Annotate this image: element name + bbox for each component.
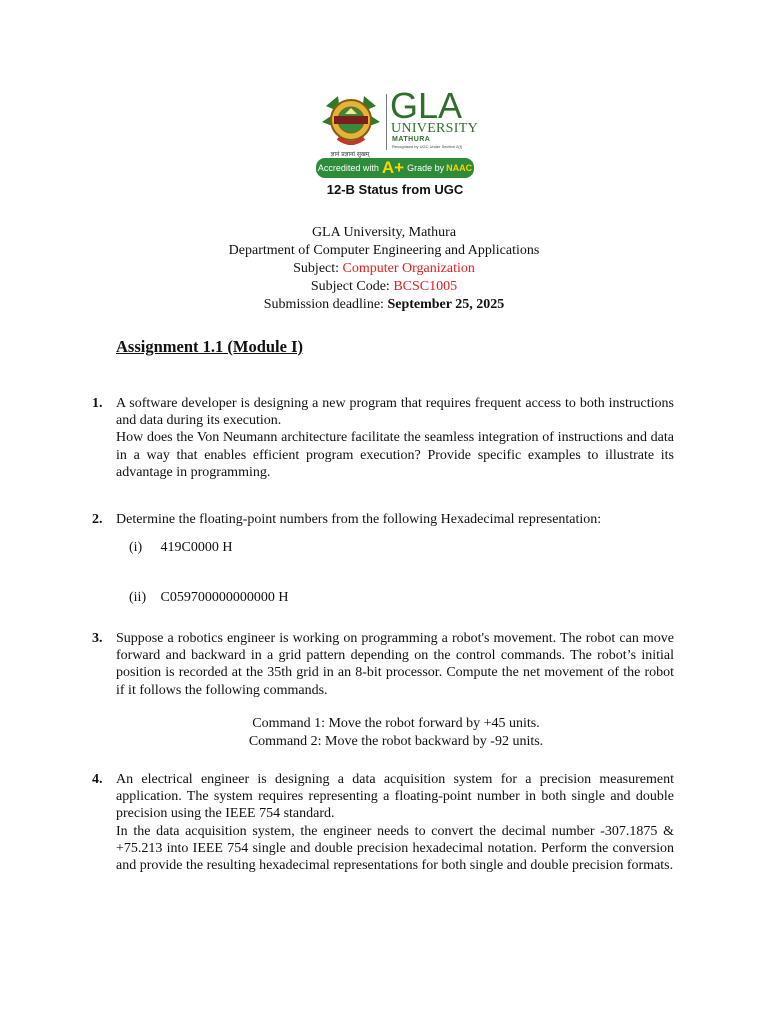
university-motto: ज्ञानं प्रज्ञानां सुखम् bbox=[330, 151, 370, 158]
deadline-value: September 25, 2025 bbox=[387, 297, 505, 312]
item-value: 419C0000 H bbox=[160, 540, 233, 555]
university-name: GLA University, Mathura bbox=[311, 225, 457, 240]
question-text: An electrical engineer is designing a data acquisition system for a precision measurement application. The system requires representing a floating-point number in both single and double precision using the IEEE 754 standard. bbox=[116, 772, 674, 822]
question-text: A software developer is designing a new program that requires frequent access to both instructions and data during its execution. bbox=[116, 396, 674, 429]
question-text: Suppose a robotics engineer is working on programming a robot's movement. The robot can move forward and backward in a grid pattern depending on the control commands. The robot’s initial position is recorded at the 35th grid in an 8-bit processor. Compute the net movement of the robot if it follows the following commands. bbox=[116, 631, 674, 698]
logo-divider bbox=[386, 94, 387, 150]
question-text: How does the Von Neumann architecture facilitate the seamless integration of instructions and data in a way that enables efficient program execution? Provide specific examples to illustrate its advantage in programming. bbox=[116, 430, 674, 480]
subject-label: Subject: bbox=[293, 261, 340, 276]
question-text: Determine the floating-point numbers from the following Hexadecimal representation: bbox=[116, 512, 602, 527]
question-4 bbox=[92, 771, 674, 874]
assignment-title: Assignment 1.1 (Module I) bbox=[116, 337, 304, 356]
naac-org: NAAC bbox=[446, 163, 473, 173]
deadline-line bbox=[0, 296, 768, 314]
subject-code-line bbox=[0, 278, 768, 296]
logo-recognition: Recognised by UGC Under Section 2(f) bbox=[392, 144, 463, 149]
question-3 bbox=[92, 630, 674, 699]
naac-suffix: Grade by bbox=[407, 163, 445, 173]
naac-grade: A+ bbox=[381, 158, 405, 177]
university-seal-icon bbox=[320, 92, 382, 150]
question-number: 3. bbox=[92, 631, 103, 646]
question-number: 4. bbox=[92, 772, 103, 787]
naac-prefix: Accredited with bbox=[317, 163, 379, 173]
subject-code-label: Subject Code: bbox=[310, 279, 390, 294]
command-1: Command 1: Move the robot forward by +45 units. bbox=[252, 716, 540, 731]
logo-name: GLA bbox=[390, 85, 463, 126]
university-logo bbox=[316, 85, 478, 202]
question-number: 1. bbox=[92, 396, 103, 411]
question-text: In the data acquisition system, the engineer needs to convert the decimal number -307.1875 & +75.213 into IEEE 754 single and double precision hexadecimal notation. Perform the conversion and provide the resulting hexadecimal representations for both single and double precision formats. bbox=[116, 823, 674, 874]
item-label: (i) bbox=[129, 540, 143, 555]
department-name: Department of Computer Engineering and Applications bbox=[228, 243, 540, 258]
question-1 bbox=[92, 395, 674, 481]
logo-location: MATHURA bbox=[392, 136, 431, 143]
command-2: Command 2: Move the robot backward by -92 units. bbox=[248, 734, 544, 749]
item-value: C059700000000000 H bbox=[160, 590, 289, 605]
document-header bbox=[0, 224, 768, 314]
question-2 bbox=[92, 511, 674, 528]
subject-line bbox=[0, 260, 768, 278]
question-2-item-i bbox=[129, 540, 232, 556]
naac-accreditation-badge bbox=[316, 158, 474, 178]
question-2-item-ii bbox=[129, 590, 288, 606]
ugc-status: 12-B Status from UGC bbox=[326, 182, 464, 197]
subject-code-value: BCSC1005 bbox=[393, 279, 458, 294]
question-number: 2. bbox=[92, 512, 103, 527]
deadline-label: Submission deadline: bbox=[263, 297, 384, 312]
subject-value: Computer Organization bbox=[342, 261, 475, 276]
item-label: (ii) bbox=[129, 590, 147, 605]
logo-subtitle: UNIVERSITY bbox=[391, 121, 478, 136]
